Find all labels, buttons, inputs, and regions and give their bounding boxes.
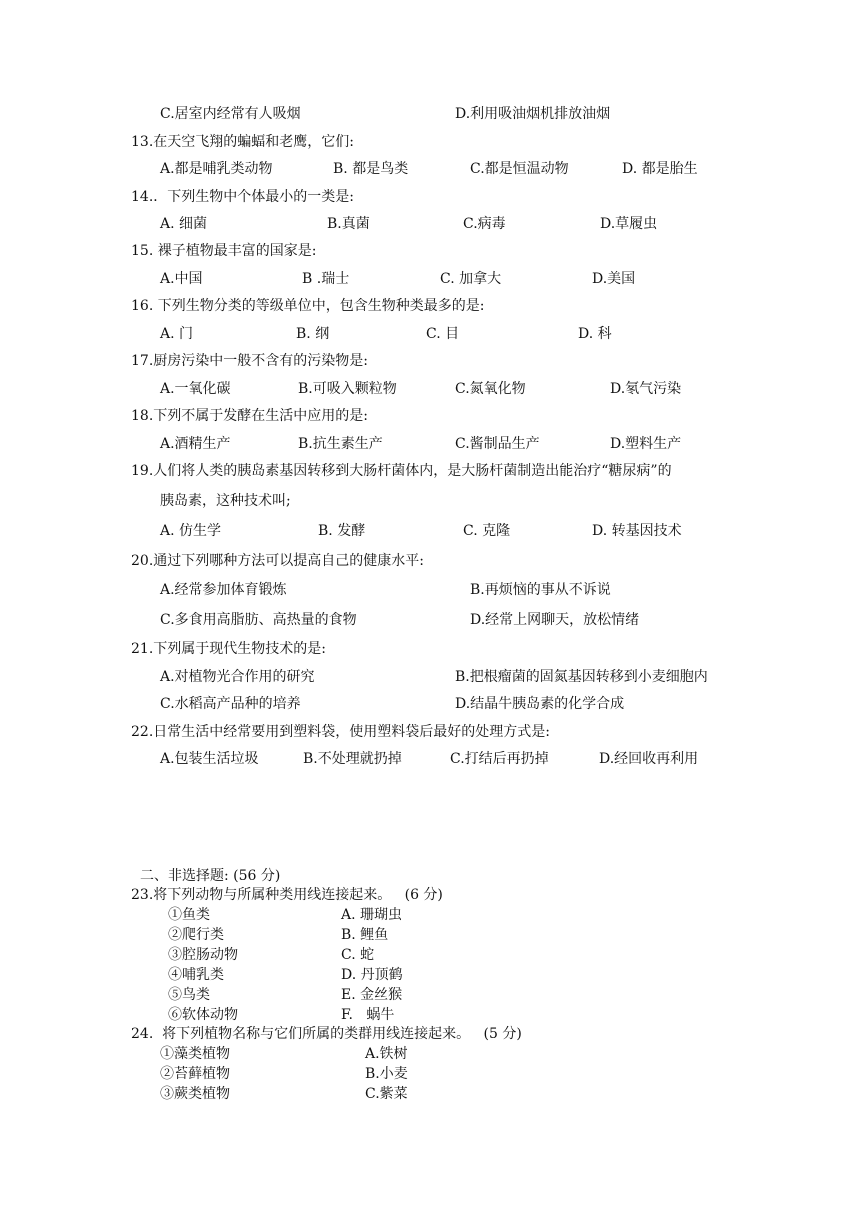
q16-option-c: C. 目 (426, 326, 460, 342)
q20-option-b: B.再烦恼的事从不诉说 (470, 582, 611, 598)
q22-option-c: C.打结后再扔掉 (450, 751, 549, 767)
q22-option-b: B.不处理就扔掉 (303, 751, 402, 767)
q24-stem: 24. 将下列植物名称与它们所属的类群用线连接起来。 (5 分) (131, 1026, 522, 1042)
q17-option-a: A.一氧化碳 (160, 381, 231, 397)
q21-option-d: D.结晶牛胰岛素的化学合成 (455, 696, 625, 712)
q18-option-b: B.抗生素生产 (298, 436, 383, 452)
q23-right-item: A. 珊瑚虫 (341, 907, 403, 923)
q18-option-c: C.酱制品生产 (455, 436, 540, 452)
q16-option-b: B. 纲 (296, 326, 330, 342)
q12-option-d: D.利用吸油烟机排放油烟 (455, 106, 611, 122)
q18-stem: 18.下列不属于发酵在生活中应用的是: (131, 408, 368, 424)
q24-left-item: ②苔藓植物 (160, 1066, 230, 1082)
q15-option-c: C. 加拿大 (440, 271, 502, 287)
q23-left-item: ⑥软体动物 (168, 1007, 238, 1023)
q23-left-item: ⑤鸟类 (168, 987, 210, 1003)
q23-right-item: F. 蜗牛 (341, 1007, 395, 1023)
q17-stem: 17.厨房污染中一般不含有的污染物是: (131, 353, 368, 369)
q13-option-b: B. 都是鸟类 (333, 161, 409, 177)
q23-right-item: E. 金丝猴 (341, 987, 403, 1003)
q20-stem: 20.通过下列哪种方法可以提高自己的健康水平: (131, 553, 424, 569)
q18-option-a: A.酒精生产 (160, 436, 231, 452)
q23-right-item: D. 丹顶鹤 (341, 967, 403, 983)
q13-stem: 13.在天空飞翔的蝙蝠和老鹰，它们: (131, 134, 354, 150)
q14-stem: 14.．下列生物中个体最小的一类是: (131, 189, 354, 205)
q19-option-c: C. 克隆 (463, 523, 511, 539)
q16-stem: 16. 下列生物分类的等级单位中，包含生物种类最多的是: (131, 298, 485, 314)
q19-option-a: A. 仿生学 (160, 523, 222, 539)
section-heading: 二、非选择题: (56 分) (140, 868, 281, 884)
q15-option-b: B .瑞士 (302, 271, 350, 287)
q14-option-d: D.草履虫 (600, 216, 658, 232)
q21-option-b: B.把根瘤菌的固氮基因转移到小麦细胞内 (455, 669, 708, 685)
q23-left-item: ③腔肠动物 (168, 947, 238, 963)
q18-option-d: D.塑料生产 (610, 436, 682, 452)
q16-option-a: A. 门 (160, 326, 194, 342)
q21-option-a: A.对植物光合作用的研究 (160, 669, 315, 685)
q24-right-item: C.紫菜 (365, 1086, 408, 1102)
q21-option-c: C.水稻高产品种的培养 (160, 696, 301, 712)
q19-option-d: D. 转基因技术 (592, 523, 682, 539)
q14-option-b: B.真菌 (327, 216, 370, 232)
q14-option-c: C.病毒 (463, 216, 506, 232)
q23-left-item: ①鱼类 (168, 907, 210, 923)
q13-option-a: A.都是哺乳类动物 (160, 161, 273, 177)
q20-option-d: D.经常上网聊天，放松情绪 (470, 612, 640, 628)
q13-option-c: C.都是恒温动物 (470, 161, 569, 177)
q22-stem: 22.日常生活中经常要用到塑料袋，使用塑料袋后最好的处理方式是: (131, 724, 550, 740)
q15-stem: 15. 裸子植物最丰富的国家是: (131, 243, 317, 259)
q15-option-a: A.中国 (160, 271, 203, 287)
q14-option-a: A. 细菌 (160, 216, 208, 232)
q22-option-a: A.包装生活垃圾 (160, 751, 259, 767)
q23-stem: 23.将下列动物与所属种类用线连接起来。 (6 分) (131, 887, 443, 903)
q17-option-b: B.可吸入颗粒物 (298, 381, 397, 397)
q23-right-item: C. 蛇 (341, 947, 375, 963)
q24-right-item: A.铁树 (365, 1046, 408, 1062)
q20-option-a: A.经常参加体育锻炼 (160, 582, 287, 598)
q17-option-d: D.氡气污染 (610, 381, 682, 397)
q13-option-d: D. 都是胎生 (622, 161, 698, 177)
q12-option-c: C.居室内经常有人吸烟 (160, 106, 301, 122)
q23-left-item: ②爬行类 (168, 927, 224, 943)
q15-option-d: D.美国 (592, 271, 636, 287)
q23-right-item: B. 鲤鱼 (341, 927, 389, 943)
q16-option-d: D. 科 (578, 326, 612, 342)
q20-option-c: C.多食用高脂肪、高热量的食物 (160, 612, 357, 628)
q24-left-item: ③蕨类植物 (160, 1086, 230, 1102)
q22-option-d: D.经回收再利用 (599, 751, 699, 767)
q24-right-item: B.小麦 (365, 1066, 408, 1082)
q24-left-item: ①藻类植物 (160, 1046, 230, 1062)
q17-option-c: C.氮氧化物 (455, 381, 526, 397)
q19-option-b: B. 发酵 (318, 523, 366, 539)
q19-stem-line1: 19.人们将人类的胰岛素基因转移到大肠杆菌体内，是大肠杆菌制造出能治疗“糖尿病”的 (131, 463, 672, 479)
q23-left-item: ④哺乳类 (168, 967, 224, 983)
q19-stem-line2: 胰岛素，这种技术叫; (160, 493, 291, 509)
q21-stem: 21.下列属于现代生物技术的是: (131, 641, 326, 657)
